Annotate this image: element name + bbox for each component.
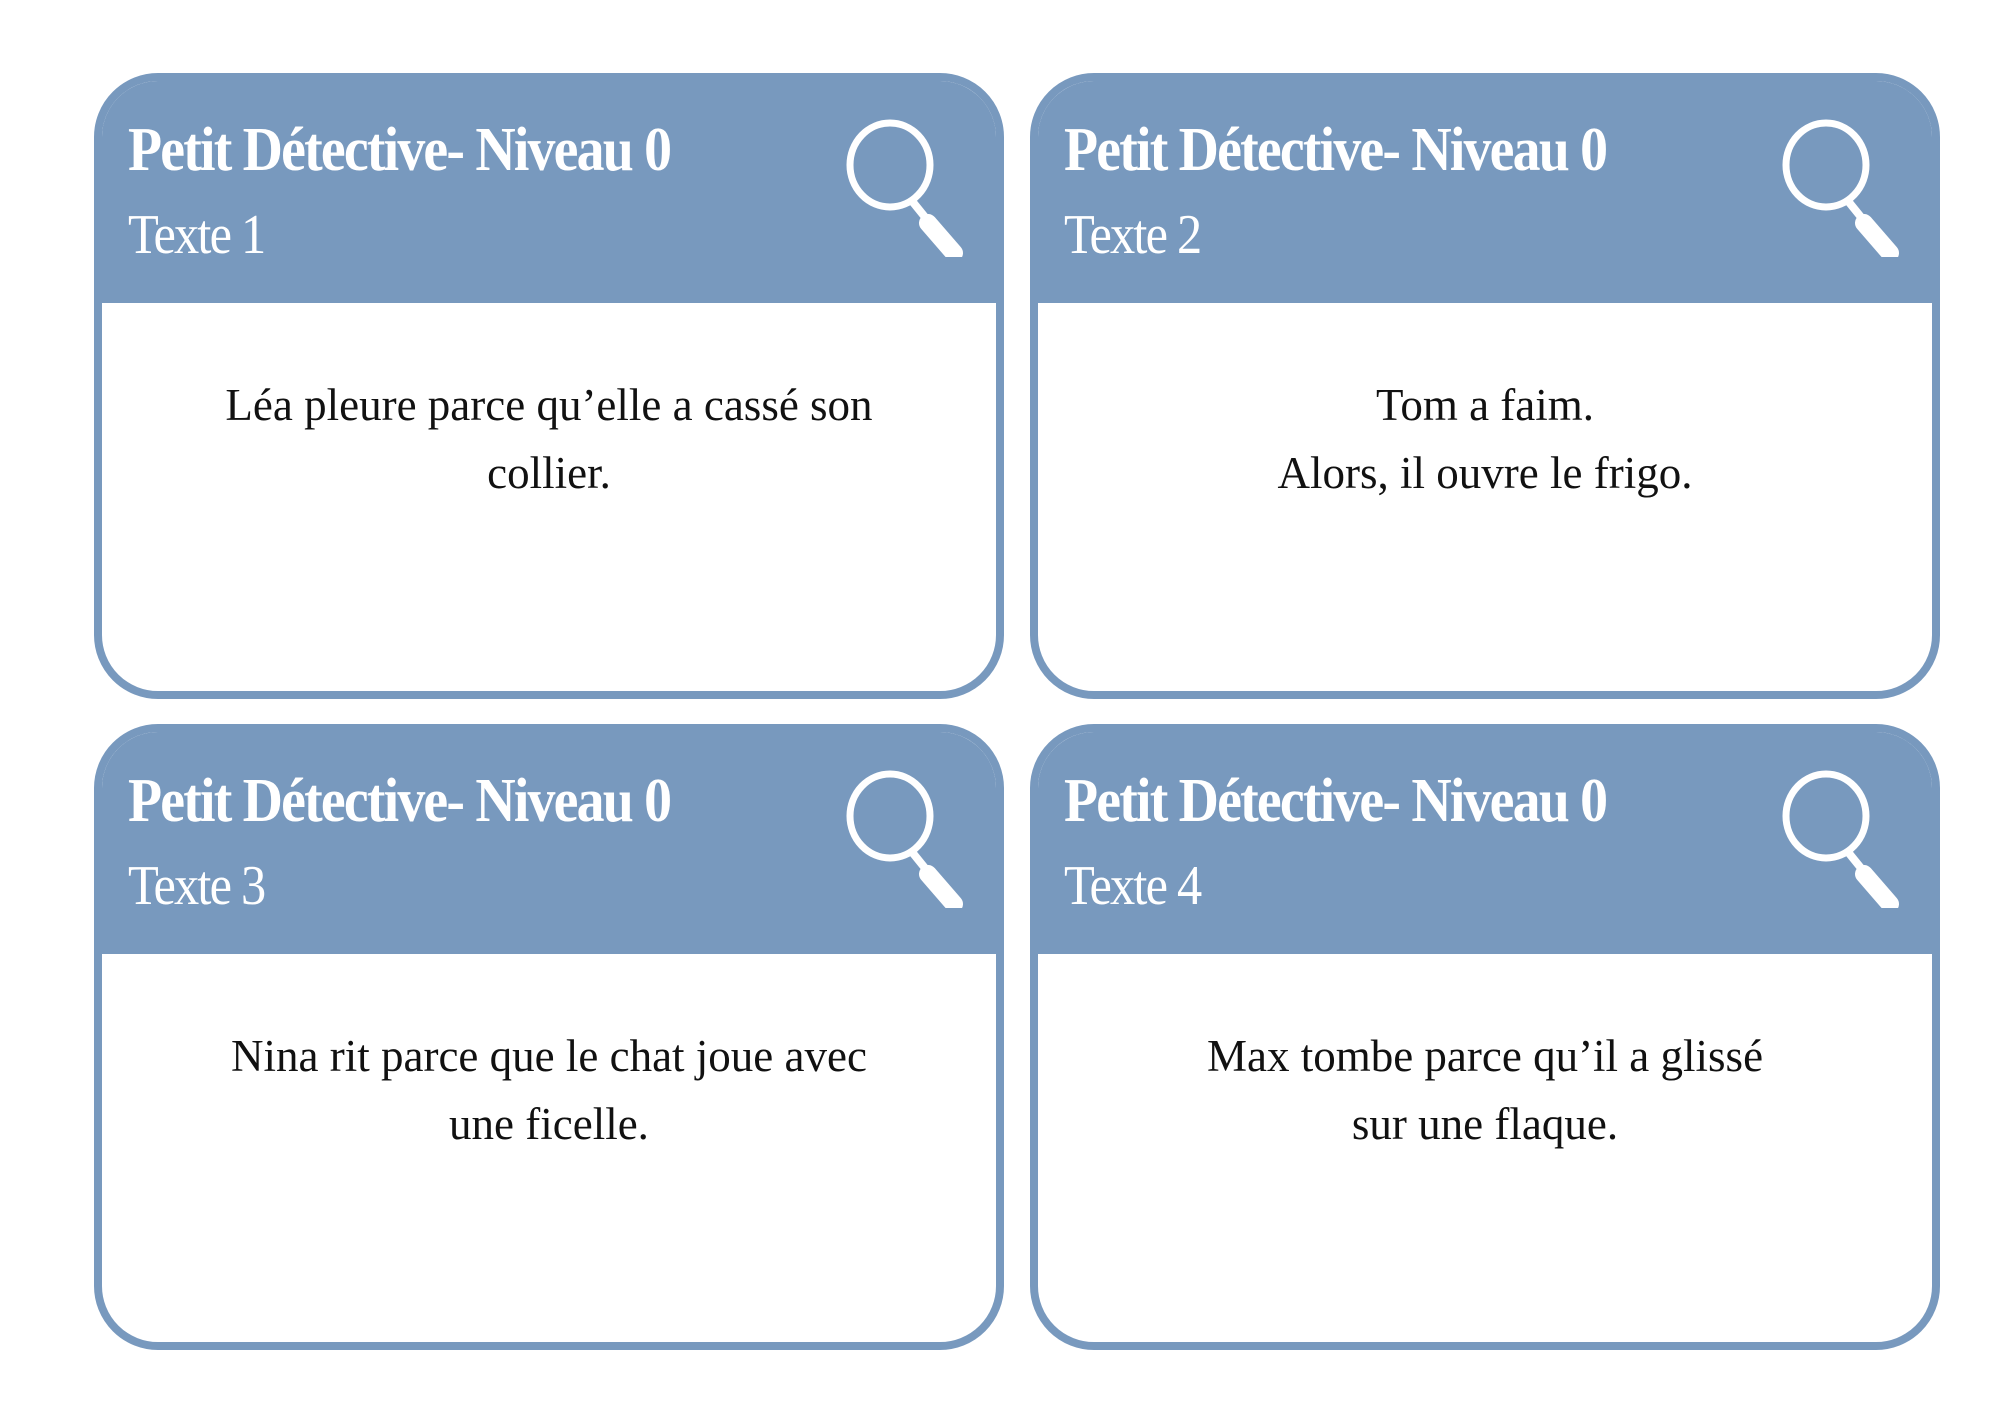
card-header	[1038, 81, 1932, 303]
card-text-line: sur une flaque.	[1351, 1099, 1619, 1149]
card-title: Petit Détective- Niveau 0	[1064, 116, 1607, 184]
card-subtitle: Texte 2	[1064, 204, 1201, 266]
card-4	[1030, 724, 1940, 1350]
magnifier-icon	[842, 758, 972, 908]
card-text	[102, 371, 996, 507]
magnifier-icon	[1778, 107, 1908, 257]
magnifier-icon	[1778, 758, 1908, 908]
card-subtitle: Texte 3	[128, 855, 265, 917]
card-text	[1038, 371, 1932, 507]
card-title: Petit Détective- Niveau 0	[128, 767, 671, 835]
card-text	[1038, 1022, 1932, 1158]
card-subtitle: Texte 1	[128, 204, 265, 266]
card-text-line: Max tombe parce qu’il a glissé	[1206, 1031, 1764, 1081]
card-header	[102, 732, 996, 954]
card-text-line: Tom a faim.	[1375, 380, 1595, 430]
card-text-line: collier.	[487, 448, 611, 498]
card-text-line: Léa pleure parce qu’elle a cassé son	[225, 380, 873, 430]
card-text	[102, 1022, 996, 1158]
card-subtitle: Texte 4	[1064, 855, 1201, 917]
card-3	[94, 724, 1004, 1350]
card-title: Petit Détective- Niveau 0	[1064, 767, 1607, 835]
card-1	[94, 73, 1004, 699]
card-2	[1030, 73, 1940, 699]
card-header	[102, 81, 996, 303]
card-text-line: Nina rit parce que le chat joue avec	[231, 1031, 867, 1081]
magnifier-icon	[842, 107, 972, 257]
card-header	[1038, 732, 1932, 954]
card-title: Petit Détective- Niveau 0	[128, 116, 671, 184]
card-text-line: une ficelle.	[449, 1099, 649, 1149]
card-text-line: Alors, il ouvre le frigo.	[1277, 448, 1693, 498]
